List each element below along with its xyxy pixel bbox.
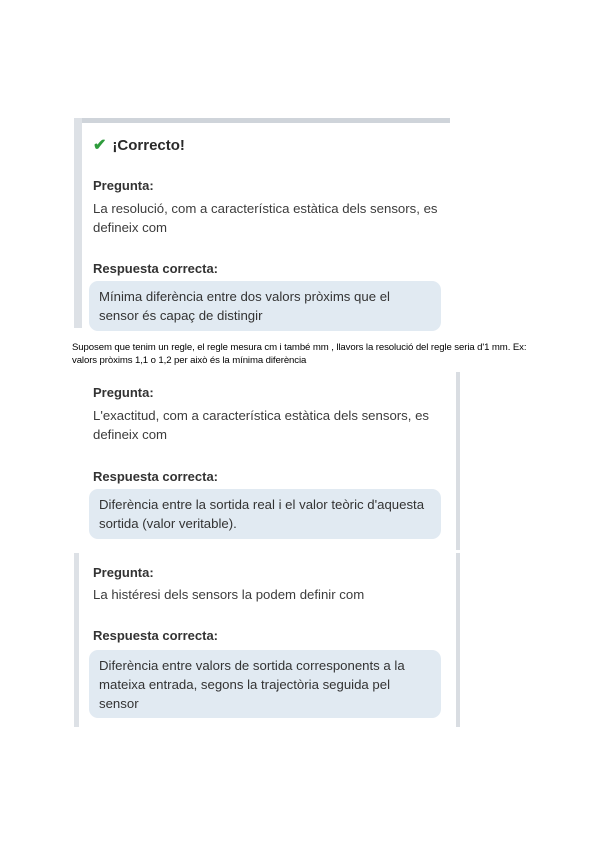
- answer-label: Respuesta correcta:: [93, 469, 218, 484]
- answer-label: Respuesta correcta:: [93, 628, 218, 643]
- question-label: Pregunta:: [93, 178, 154, 193]
- question-label: Pregunta:: [93, 565, 154, 580]
- screenshot-edge: [74, 118, 82, 328]
- answer-box: Diferència entre la sortida real i el valor teòric d'aquesta sortida (valor veritable).: [89, 489, 441, 539]
- screenshot-edge: [74, 553, 79, 727]
- answer-box: Mínima diferència entre dos valors pròxims que el sensor és capaç de distingir: [89, 281, 441, 331]
- screenshot-edge: [456, 372, 460, 550]
- question-text: La histéresi dels sensors la podem definir com: [93, 587, 365, 602]
- status-text: ¡Correcto!: [112, 137, 185, 154]
- answer-label: Respuesta correcta:: [93, 261, 218, 276]
- note-text: Suposem que tenim un regle, el regle mesura cm i també mm , llavors la resolució del regle seria d'1 mm. Ex: valors pròxims 1,1 o 1,2 per això és la mínima diferència: [72, 342, 527, 366]
- answer-box: Diferència entre valors de sortida corresponents a la mateixa entrada, segons la trajectòria seguida pel sensor: [89, 650, 441, 718]
- question-label: Pregunta:: [93, 385, 154, 400]
- checkmark-icon: ✔: [93, 136, 107, 154]
- result-status: [93, 137, 185, 154]
- question-text: La resolució, com a característica estàtica dels sensors, es defineix com: [93, 201, 438, 235]
- screenshot-edge: [456, 553, 460, 727]
- question-text: L'exactitud, com a característica estàtica dels sensors, es defineix com: [93, 408, 430, 442]
